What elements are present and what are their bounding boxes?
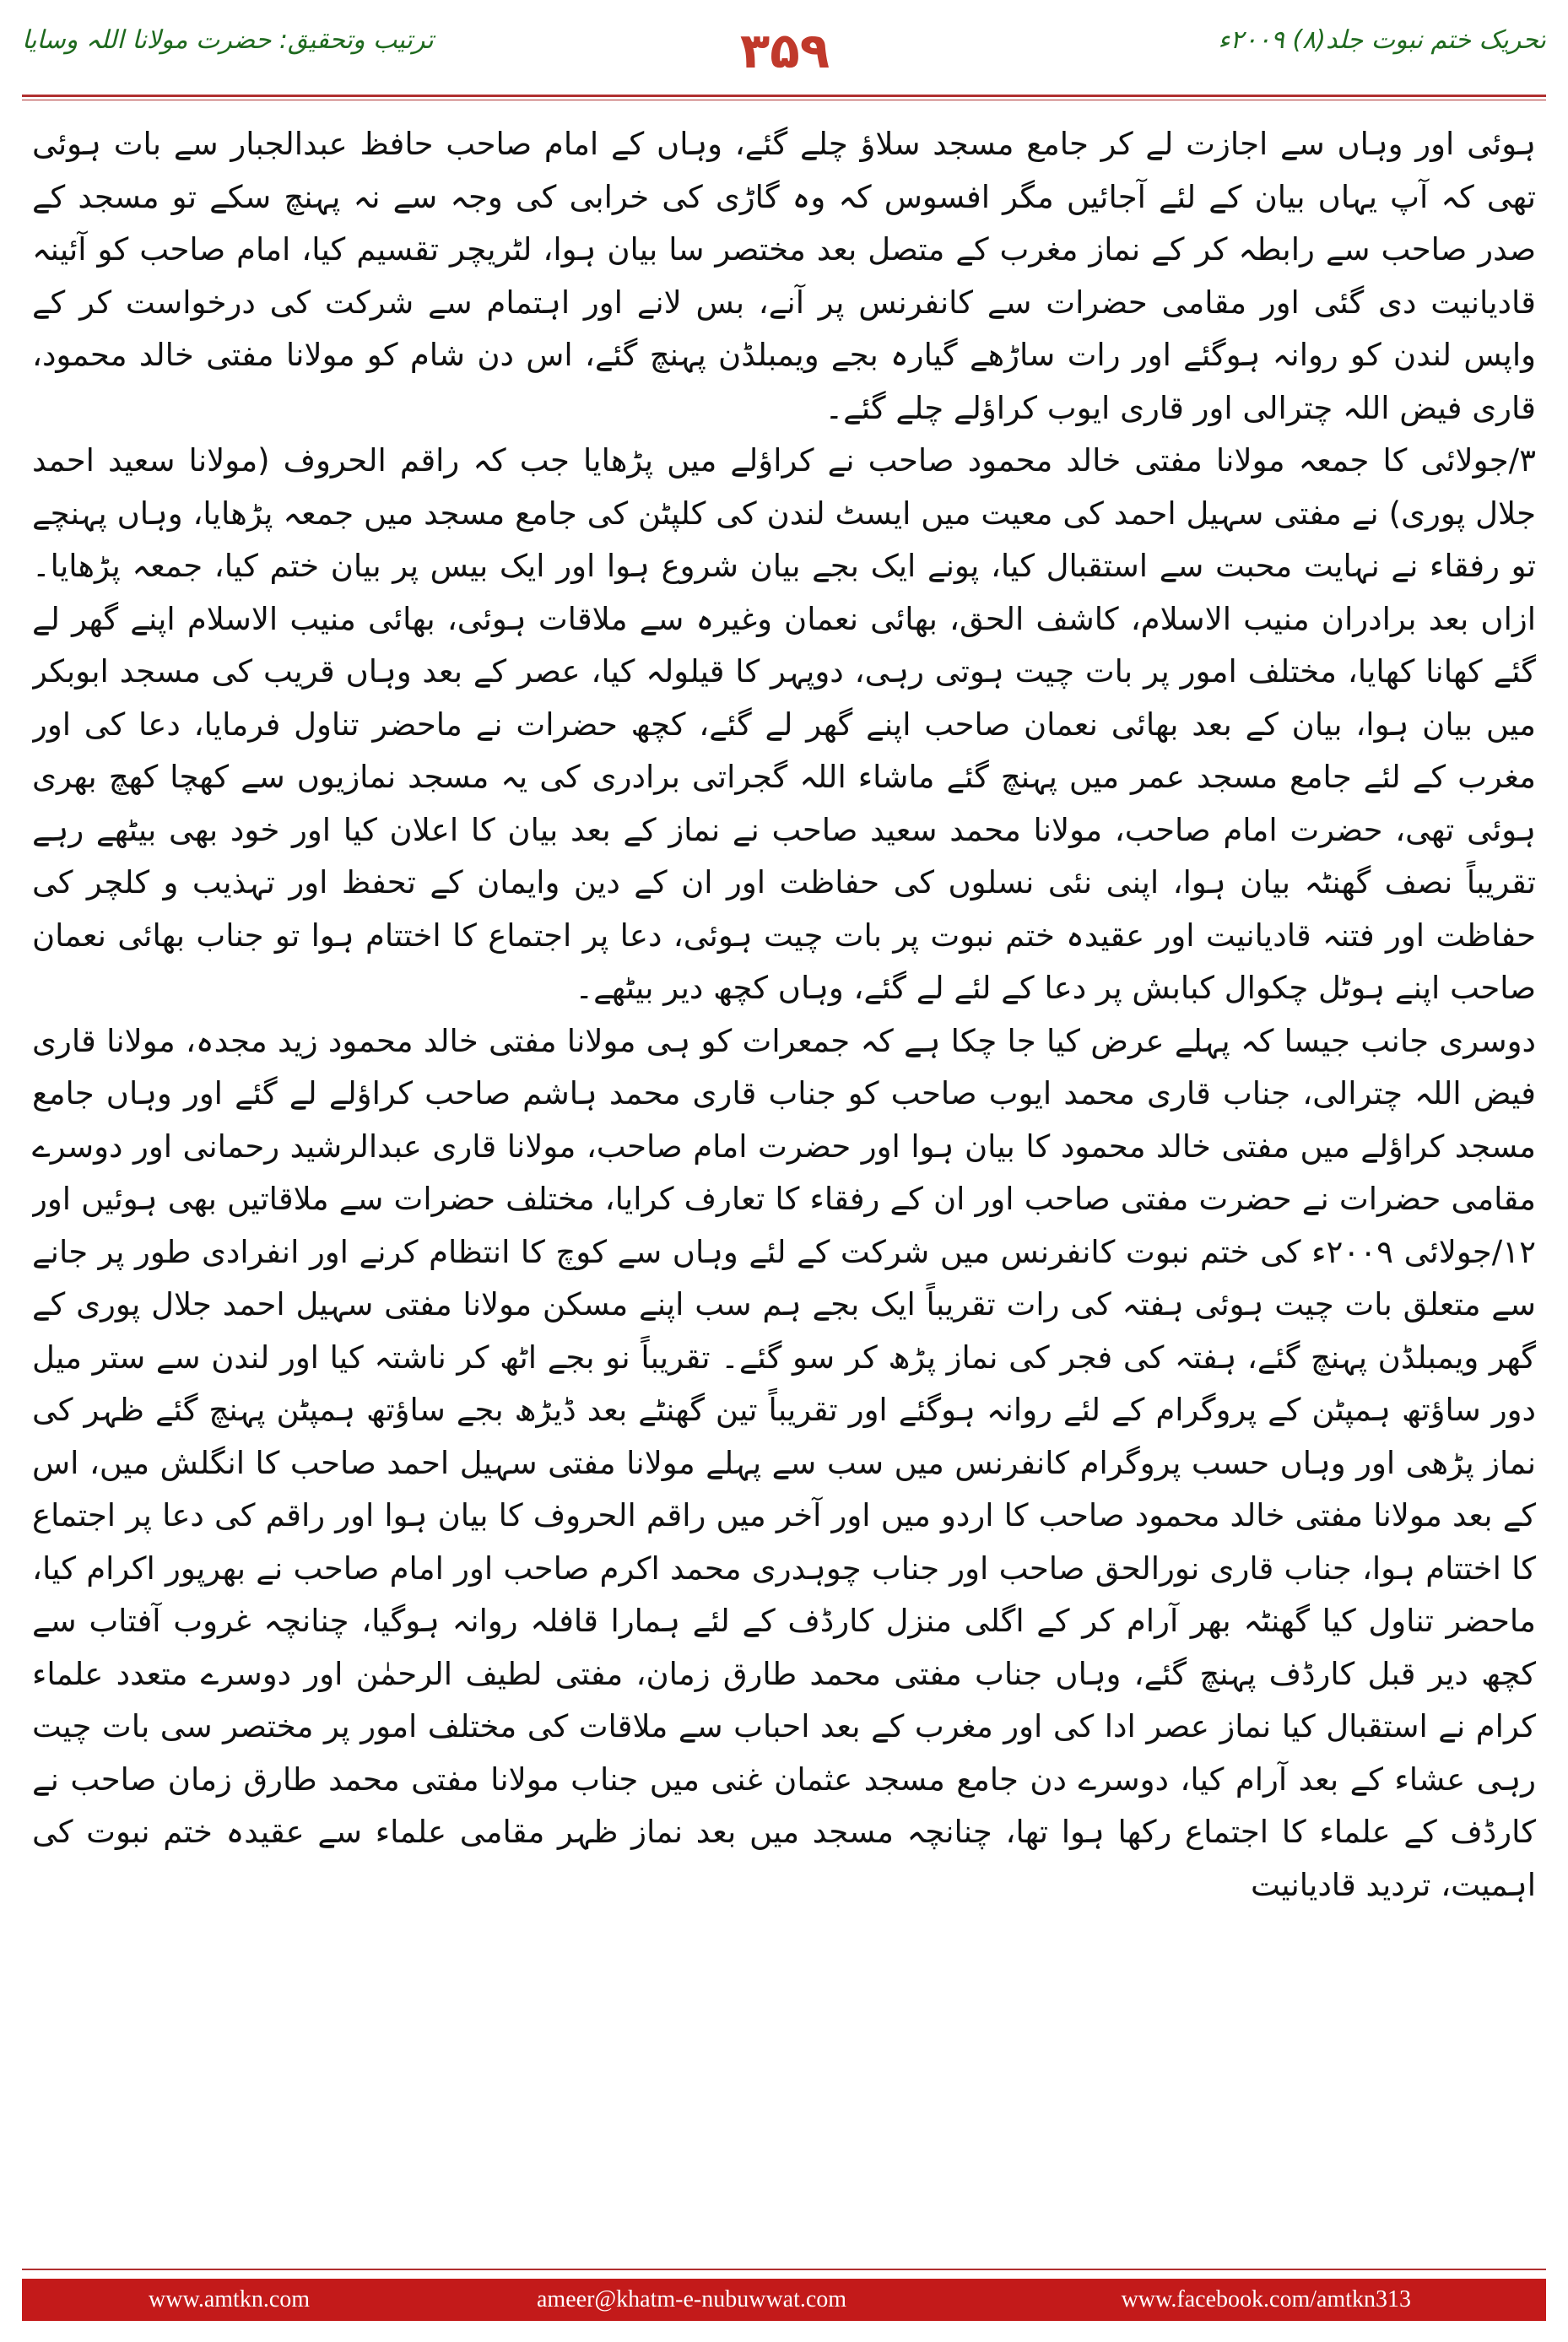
- website-link[interactable]: www.amtkn.com: [149, 2286, 311, 2312]
- page-number: ۳۵۹: [739, 22, 830, 79]
- paragraph-2: ۳/جولائی کا جمعہ مولانا مفتی خالد محمود صاحب نے کراؤلے میں پڑھایا جب کہ راقم الحروف (مولانا سعید احمد جلال پوری) نے مفتی سہیل احمد کی معیت میں ایسٹ لندن کی کلپٹن کی جامع مسجد میں جمعہ پڑھایا، وہاں پہنچے تو رفقاء نے نہایت محبت سے استقبال کیا، پونے ایک بجے بیان شروع ہوا اور ایک بیس پر بیان ختم کیا، جمعہ پڑھایا۔ ازاں بعد برادران منیب الاسلام، کاشف الحق، بھائی نعمان وغیرہ سے ملاقات ہوئی، بھائی منیب الاسلام اپنے گھر لے گئے کھانا کھایا، مختلف امور پر بات چیت ہوتی رہی، دوپہر کا قیلولہ کیا، عصر کے بعد وہاں قریب کی مسجد ابوبکر میں بیان ہوا، بیان کے بعد بھائی نعمان صاحب اپنے گھر لے گئے، کچھ حضرات نے ماحضر تناول فرمایا، دعا کی اور مغرب کے لئے جامع مسجد عمر میں پہنچ گئے ماشاء اللہ گجراتی برادری کی یہ مسجد نمازیوں سے کھچا کھچ بھری ہوئی تھی، حضرت امام صاحب، مولانا محمد سعید صاحب نے نماز کے بعد بیان کا اعلان کیا اور خود بھی بیٹھے رہے تقریباً نصف گھنٹہ بیان ہوا، اپنی نئی نسلوں کی حفاظت اور ان کے دین وایمان کے تحفظ اور تہذیب و کلچر کی حفاظت اور فتنہ قادیانیت اور عقیدہ ختم نبوت پر بات چیت ہوئی، دعا پر اجتماع کا اختتام ہوا تو جناب بھائی نعمان صاحب اپنے ہوٹل چکوال کبابش پر دعا کے لئے لے گئے، وہاں کچھ دیر بیٹھے۔: [32, 442, 1536, 1006]
- page-body: [32, 118, 1536, 2220]
- page-header: [22, 17, 1546, 84]
- paragraph-3: دوسری جانب جیسا کہ پہلے عرض کیا جا چکا ہے کہ جمعرات کو ہی مولانا مفتی خالد محمود زید مجدہ، مولانا قاری فیض اللہ چترالی، جناب قاری محمد ایوب صاحب کو جناب قاری محمد ہاشم صاحب کراؤلے لے گئے اور وہاں جامع مسجد کراؤلے میں مفتی خالد محمود کا بیان ہوا اور حضرت امام صاحب، مولانا قاری عبدالرشید رحمانی اور دوسرے مقامی حضرات نے حضرت مفتی صاحب اور ان کے رفقاء کا تعارف کرایا، مختلف حضرات سے ملاقاتیں بھی ہوئیں اور ۱۲/جولائی ۲۰۰۹ء کی ختم نبوت کانفرنس میں شرکت کے لئے وہاں سے کوچ کا انتظام کرنے اور انفرادی طور پر جانے سے متعلق بات چیت ہوئی ہفتہ کی رات تقریباً ایک بجے ہم سب اپنے مسکن مولانا مفتی سہیل احمد جلال پوری کے گھر ویمبلڈن پہنچ گئے، ہفتہ کی فجر کی نماز پڑھ کر سو گئے۔ تقریباً نو بجے اٹھ کر ناشتہ کیا اور لندن سے ستر میل دور ساؤتھ ہمپٹن کے پروگرام کے لئے روانہ ہوگئے اور تقریباً تین گھنٹے بعد ڈیڑھ بجے ساؤتھ ہمپٹن پہنچ گئے ظہر کی نماز پڑھی اور وہاں حسب پروگرام کانفرنس میں سب سے پہلے مولانا مفتی سہیل احمد صاحب کا انگلش میں، اس کے بعد مولانا مفتی خالد محمود صاحب کا اردو میں اور آخر میں راقم الحروف کا بیان ہوا اور راقم کی دعا پر اجتماع کا اختتام ہوا، جناب قاری نورالحق صاحب اور جناب چوہدری محمد اکرم صاحب اور امام صاحب نے بھرپور اکرام کیا، ماحضر تناول کیا گھنٹہ بھر آرام کر کے اگلی منزل کارڈف کے لئے ہمارا قافلہ روانہ ہوگیا، چنانچہ غروب آفتاب سے کچھ دیر قبل کارڈف پہنچ گئے، وہاں جناب مفتی محمد طارق زمان، مفتی لطیف الرحمٰن اور دوسرے متعدد علماء کرام نے استقبال کیا نماز عصر ادا کی اور مغرب کے بعد احباب سے ملاقات کی مختلف امور پر مختصر سی بات چیت رہی عشاء کے بعد آرام کیا، دوسرے دن جامع مسجد عثمان غنی میں جناب مولانا مفتی محمد طارق زمان صاحب نے کارڈف کے علماء کا اجتماع رکھا ہوا تھا، چنانچہ مسجد میں بعد نماز ظہر مقامی علماء سے عقیدہ ختم نبوت کی اہمیت، تردید قادیانیت: [32, 1022, 1536, 1903]
- paragraph-1: ہوئی اور وہاں سے اجازت لے کر جامع مسجد سلاؤ چلے گئے، وہاں کے امام صاحب حافظ عبدالجبار سے بات ہوئی تھی کہ آپ یہاں بیان کے لئے آجائیں مگر افسوس کہ وہ گاڑی کی خرابی کی وجہ سے نہ پہنچ سکے تو مسجد کے صدر صاحب سے رابطہ کر کے نماز مغرب کے متصل بعد مختصر سا بیان ہوا، لٹریچر تقسیم کیا، امام صاحب کو آئینہ قادیانیت دی گئی اور مقامی حضرات سے کانفرنس پر آنے، بس لانے اور اہتمام سے شرکت کی درخواست کر کے واپس لندن کو روانہ ہوگئے اور رات ساڑھے گیارہ بجے ویمبلڈن پہنچ گئے، اس دن شام کو مولانا مفتی خالد محمود، قاری فیض اللہ چترالی اور قاری ایوب کراؤلے چلے گئے۔: [32, 126, 1536, 426]
- footer-divider: [22, 2269, 1546, 2270]
- email-link[interactable]: ameer@khatm-e-nubuwwat.com: [537, 2286, 847, 2312]
- header-compiler-credit: ترتیب وتحقیق: حضرت مولانا اللہ وسایا: [22, 25, 434, 55]
- page-footer: [22, 2279, 1546, 2321]
- header-divider: [22, 95, 1546, 97]
- header-book-title: تحریک ختم نبوت جلد(۸) ۲۰۰۹ء: [1218, 25, 1546, 55]
- facebook-link[interactable]: www.facebook.com/amtkn313: [1121, 2286, 1411, 2312]
